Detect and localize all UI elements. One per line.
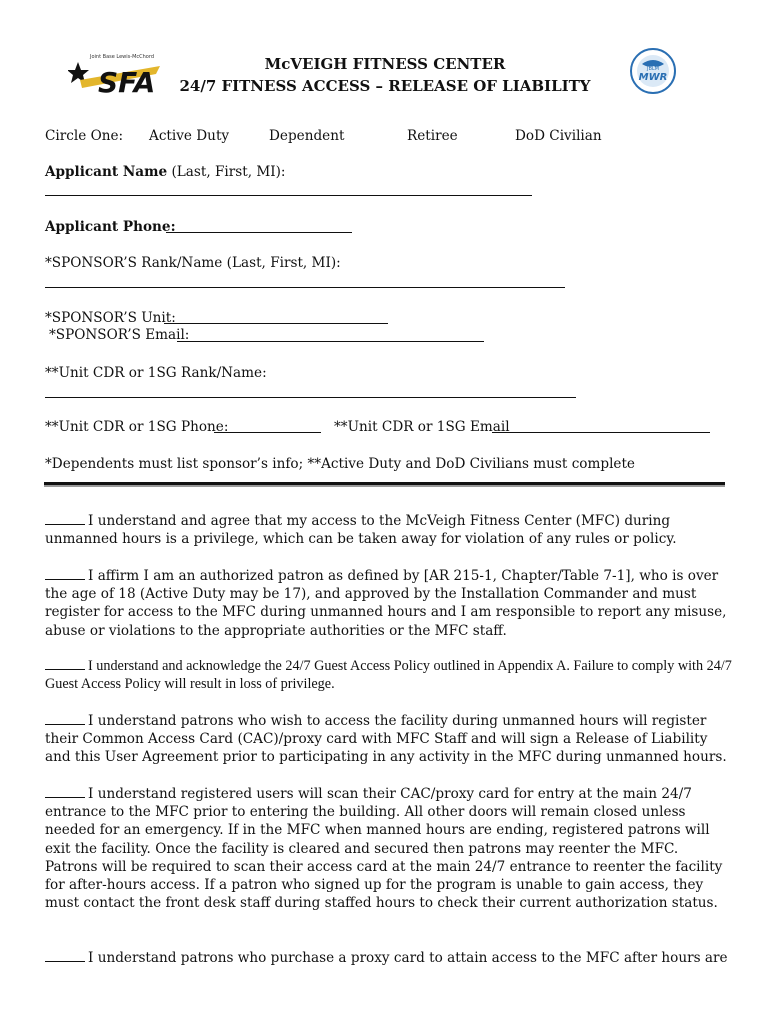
- applicant-phone-field[interactable]: [166, 232, 352, 233]
- initial-blank[interactable]: [45, 657, 85, 670]
- clause-3: I understand and acknowledge the 24/7 Guest Access Policy outlined in Appendix A. Failure to comply with 24/7 Guest Access Policy will result in loss of privilege.: [45, 658, 732, 693]
- clause-4: I understand patrons who wish to access the facility during unmanned hours will register their Common Access Card (CAC)/proxy card with MFC Staff and will sign a Release of Liability and this User Agreement prior to participating in any activity in the MFC during unmanned hours.: [45, 713, 727, 766]
- title-line-1: McVEIGH FITNESS CENTER: [264, 55, 506, 73]
- sponsor-unit-field[interactable]: [164, 323, 388, 324]
- sponsor-unit-label: *SPONSOR’S Unit:: [45, 310, 176, 326]
- initial-blank[interactable]: [45, 567, 85, 580]
- section-divider: [44, 482, 725, 485]
- applicant-name-label: Applicant Name (Last, First, MI):: [45, 164, 286, 180]
- logo-letters: SFA: [98, 66, 156, 98]
- clause-5: I understand registered users will scan their CAC/proxy card for entry at the main 24/7 entrance to the MFC prior to entering the building. All other doors will remain closed unless needed for an emergency. If in the MFC when manned hours are ending, registered patrons will exit the facility. Once the facility is cleared and secured then patrons may reenter the MFC. Patrons will be required to scan their access card at the main 24/7 entrance to reenter the facility for after-hours access. If a patron who signed up for the program is unable to gain access, they must contact the front desk staff during staffed hours to check their current authorization status.: [45, 786, 723, 912]
- cdr-email-field[interactable]: [492, 432, 710, 433]
- svg-text:JBLM: JBLM: [646, 66, 660, 72]
- applicant-phone-label: Applicant Phone:: [45, 219, 176, 235]
- logo-caption: Joint Base Lewis-McChord: [90, 54, 154, 60]
- option-dod-civilian[interactable]: DoD Civilian: [515, 128, 602, 144]
- option-retiree[interactable]: Retiree: [407, 128, 458, 144]
- sponsor-rank-field[interactable]: [45, 287, 565, 288]
- cdr-phone-label: **Unit CDR or 1SG Phone:: [45, 419, 229, 435]
- circle-one-label: Circle One:: [45, 128, 124, 144]
- clause-6: I understand patrons who purchase a proxy card to attain access to the MFC after hours are: [45, 949, 735, 967]
- cdr-rank-label: **Unit CDR or 1SG Rank/Name:: [45, 365, 267, 381]
- title-line-2: 24/7 FITNESS ACCESS – RELEASE OF LIABILITY: [179, 77, 591, 95]
- clause-1: I understand and agree that my access to the McVeigh Fitness Center (MFC) during unmanned hours is a privilege, which can be taken away for violation of any rules or policy.: [45, 513, 677, 548]
- sponsor-email-label: *SPONSOR’S Email:: [49, 327, 190, 343]
- initial-blank[interactable]: [45, 785, 85, 798]
- sponsor-email-field[interactable]: [177, 341, 484, 342]
- option-dependent[interactable]: Dependent: [269, 128, 345, 144]
- sponsor-rank-label: *SPONSOR’S Rank/Name (Last, First, MI):: [45, 255, 341, 271]
- option-active-duty[interactable]: Active Duty: [149, 128, 230, 144]
- clause-2: I affirm I am an authorized patron as defined by [AR 215-1, Chapter/Table 7-1], who is over the age of 18 (Active Duty may be 17), and approved by the Installation Commander and must register for access to the MFC during unmanned hours and I am responsible to report any misuse, abuse or violations to the appropriate authorities or the MFC staff.: [45, 568, 727, 639]
- cdr-phone-field[interactable]: [214, 432, 321, 433]
- footnote: *Dependents must list sponsor’s info; **Active Duty and DoD Civilians must complete: [45, 456, 635, 472]
- svg-text:MWR: MWR: [638, 72, 668, 83]
- initial-blank[interactable]: [45, 512, 85, 525]
- cdr-email-label: **Unit CDR or 1SG Email: [334, 419, 510, 435]
- cdr-rank-field[interactable]: [45, 397, 576, 398]
- applicant-name-field[interactable]: [45, 195, 532, 196]
- mwr-logo: [628, 46, 678, 96]
- initial-blank[interactable]: [45, 949, 85, 962]
- initial-blank[interactable]: [45, 712, 85, 725]
